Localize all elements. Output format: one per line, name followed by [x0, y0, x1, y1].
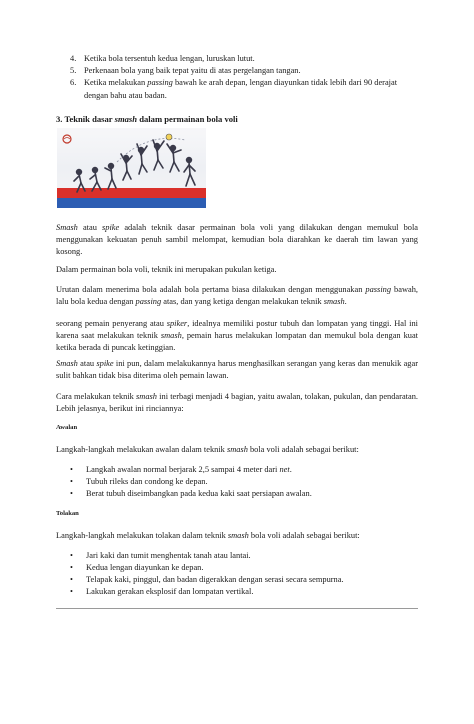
section-heading: 3. Teknik dasar smash dalam permainan bola voli — [56, 114, 238, 124]
bullet-icon: • — [70, 586, 73, 596]
bullet-icon: • — [70, 551, 73, 560]
paragraph: Cara melakukan teknik smash ini terbagi menjadi 4 bagian, yaitu awalan, tolakan, pukulan, dan pendaratan. Lebih jelasnya, berikut ini rinciannya: — [56, 392, 418, 414]
list-item: • Jari kaki dan tumit menghentak tanah atau lantai. — [70, 551, 251, 560]
bottom-divider — [56, 608, 418, 609]
bullet-icon: • — [70, 465, 73, 474]
list-item: • Langkah awalan normal berjarak 2,5 sampai 4 meter dari net. — [70, 465, 292, 474]
paragraph: Smash atau spike ini pun, dalam melakukannya harus menghasilkan serangan yang keras dan menukik agar sulit bahkan tidak bisa diterima oleh pemain lawan. — [56, 359, 419, 381]
list-item: • Kedua lengan diayunkan ke depan. — [70, 562, 204, 572]
bullet-icon: • — [70, 488, 73, 498]
smash-sequence-image — [57, 128, 206, 208]
bullet-icon: • — [70, 562, 73, 572]
paragraph: Smash atau spike adalah teknik dasar permainan bola voli yang dilakukan dengan memukul bola menggunakan kekuatan penuh sambil melompat, kemudian bola diarahkan ke daerah tim lawan yang kosong. — [56, 223, 419, 257]
list-item: • Lakukan gerakan eksplosif dan lompatan vertikal. — [70, 586, 254, 596]
list-item: 6. Ketika melakukan passing bawah ke arah depan, lengan diayunkan tidak lebih dari 90 derajat dengan bahu atau badan. — [70, 78, 398, 100]
bullet-icon: • — [70, 476, 73, 486]
ball-icon — [166, 134, 172, 140]
tolakan-intro: Langkah-langkah melakukan tolakan dalam teknik smash bola voli adalah sebagai berikut: — [56, 531, 360, 540]
awalan-bullet-list — [70, 464, 410, 500]
tolakan-bullet-list — [70, 550, 410, 598]
list-item: 4. Ketika bola tersentuh kedua lengan, luruskan lutut. — [70, 54, 255, 63]
list-item: • Telapak kaki, pinggul, dan badan digerakkan dengan serasi secara sempurna. — [70, 574, 344, 584]
paragraph: Urutan dalam menerima bola adalah bola pertama biasa dilakukan dengan menggunakan passing bawah, lalu bola kedua dengan passing atas, dan yang ketiga dengan melakukan teknik smash. — [56, 285, 418, 307]
awalan-intro: Langkah-langkah melakukan awalan dalam teknik smash bola voli adalah sebagai berikut: — [56, 445, 359, 454]
paragraph: seorang pemain penyerang atau spiker, idealnya memiliki postur tubuh dan lompatan yang tinggi. Hal ini karena saat melakukan teknik smash, pemain harus melakukan lompatan dan memukul bola dengan kuat ketika berada di puncak ketinggian. — [56, 319, 418, 353]
numbered-list — [70, 53, 420, 102]
list-item: 5. Perkenaan bola yang baik tepat yaitu di atas pergelangan tangan. — [70, 66, 301, 76]
bullet-icon: • — [70, 574, 73, 584]
list-item: • Berat tubuh diseimbangkan pada kedua kaki saat persiapan awalan. — [70, 488, 312, 498]
paragraph: Dalam permainan bola voli, teknik ini merupakan pukulan ketiga. — [56, 265, 277, 274]
list-item: • Tubuh rileks dan condong ke depan. — [70, 476, 208, 486]
subheading-awalan: Awalan — [56, 424, 78, 431]
subheading-tolakan: Tolakan — [56, 510, 79, 517]
smash-sequence-illustration — [57, 128, 206, 208]
